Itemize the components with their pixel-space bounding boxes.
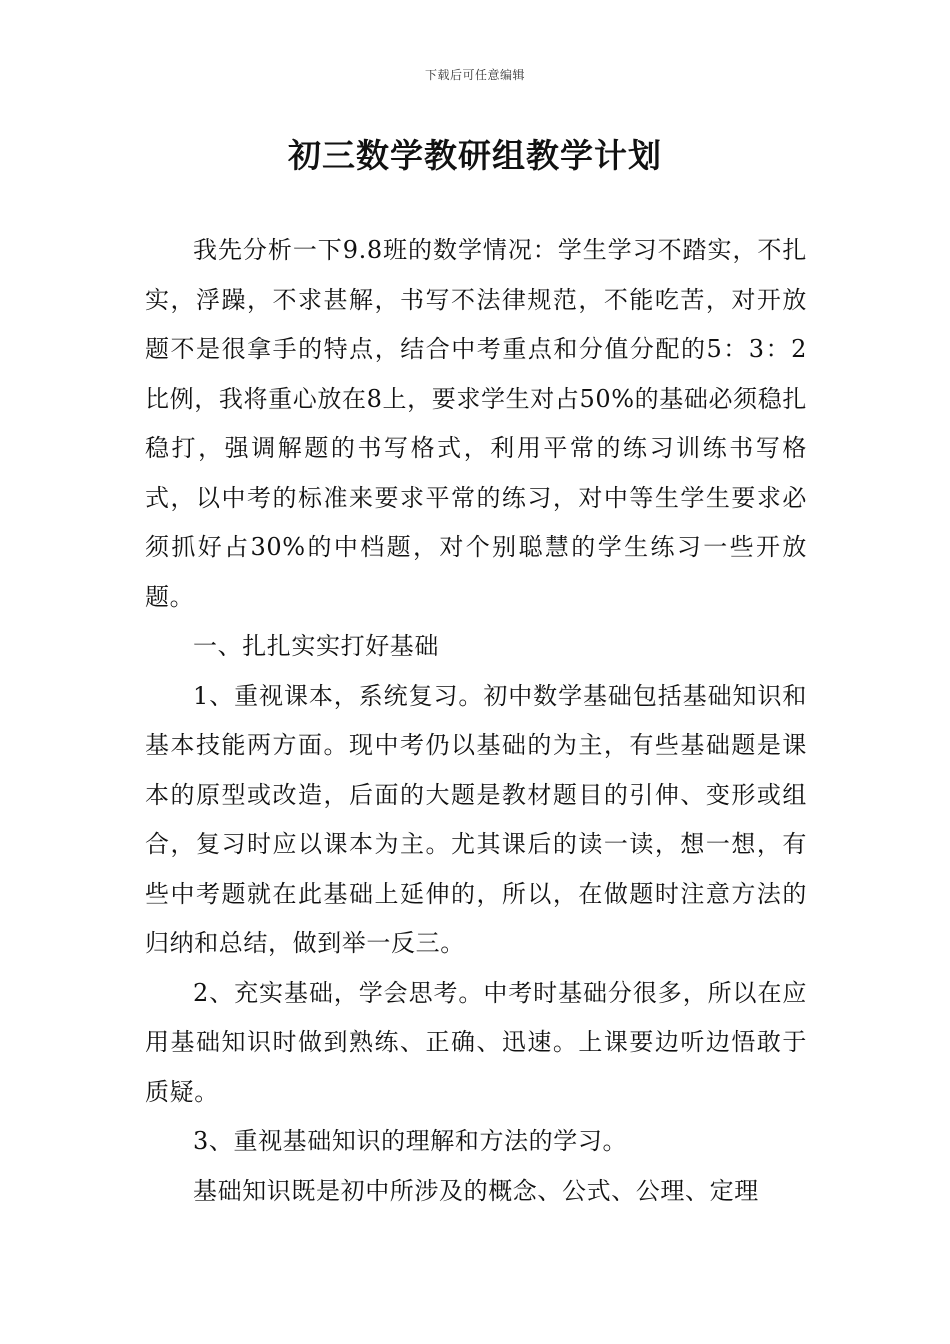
paragraph-item-2: 2、充实基础，学会思考。中考时基础分很多，所以在应用基础知识时做到熟练、正确、迅速。上课要边听边悟敢于质疑。 [145, 978, 807, 1106]
paragraph-basic-knowledge: 基础知识既是初中所涉及的概念、公式、公理、定理 [193, 1176, 759, 1205]
document-title: 初三数学教研组教学计划 [288, 136, 662, 175]
header-note: 下载后可任意编辑 [424, 68, 525, 82]
paragraph-item-3: 3、重视基础知识的理解和方法的学习。 [193, 1127, 628, 1155]
paragraph-item-1: 1、重视课本，系统复习。初中数学基础包括基础知识和基本技能两方面。现中考仍以基础的为主，有些基础题是课本的原型或改造，后面的大题是教材题目的引伸、变形或组合，复习时应以课本为主。尤其课后的读一读，想一想，有些中考题就在此基础上延伸的，所以，在做题时注意方法的归纳和总结，做到举一反三。 [145, 681, 807, 957]
section-heading-1: 一、扎扎实实打好基础 [193, 632, 439, 660]
paragraph-intro: 我先分析一下9.8班的数学情况：学生学习不踏实，不扎实，浮躁，不求甚解，书写不法律规范，不能吃苦，对开放题不是很拿手的特点，结合中考重点和分值分配的5：3：2比例，我将重心放在8上，要求学生对占50%的基础必须稳扎稳打，强调解题的书写格式，利用平常的练习训练书写格式，以中考的标准来要求平常的练习，对中等生学生要求必须抓好占30%的中档题，对个别聪慧的学生练习一些开放题。 [145, 236, 807, 611]
document-body [145, 226, 807, 1216]
